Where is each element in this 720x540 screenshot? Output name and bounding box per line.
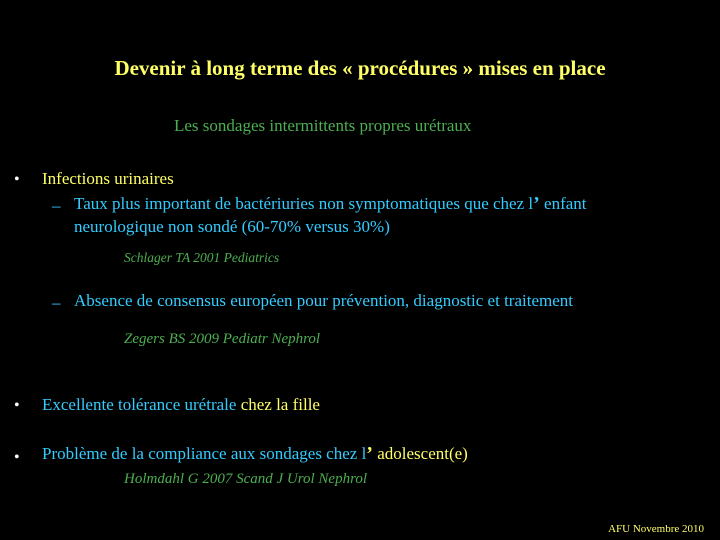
sub-bacteriuria-text-b: enfant <box>539 194 587 213</box>
bullet-icon: • <box>14 171 20 188</box>
slide-title: Devenir à long terme des « procédures » mises en place <box>114 56 606 80</box>
bullet-compliance-label <box>42 444 468 464</box>
apostrophe-glyph: ’ <box>366 443 373 465</box>
apostrophe-glyph: ’ <box>533 193 540 215</box>
reference-zegers: Zegers BS 2009 Pediatr Nephrol <box>124 331 321 347</box>
tolerance-text-a: Excellente tolérance urétrale <box>42 395 237 414</box>
dash-icon: – <box>52 196 61 215</box>
sub-bacteriuria-text-a: Taux plus important de bactériuries non symptomatiques que chez l <box>74 194 534 213</box>
tolerance-text-b: chez la fille <box>236 395 320 414</box>
dash-icon: – <box>52 293 61 312</box>
reference-schlager: Schlager TA 2001 Pediatrics <box>124 250 280 265</box>
bullet-tolerance-label <box>42 395 320 415</box>
reference-holmdahl: Holmdahl G 2007 Scand J Urol Nephrol <box>124 471 368 487</box>
compliance-text-a: Problème de la compliance aux sondages chez l <box>42 444 367 463</box>
bullet-infections-label: Infections urinaires <box>42 169 174 188</box>
slide-subtitle: Les sondages intermittents propres urétraux <box>174 116 472 135</box>
bullet-icon: • <box>14 449 20 466</box>
sub-bacteriuria-line2: neurologique non sondé (60-70% versus 30%) <box>74 217 390 236</box>
slide-footer: AFU Novembre 2010 <box>608 523 704 535</box>
bullet-icon: • <box>14 397 20 414</box>
sub-bacteriuria-line1 <box>74 194 587 214</box>
compliance-text-b: adolescent(e) <box>372 444 468 463</box>
sub-consensus: Absence de consensus européen pour prévention, diagnostic et traitement <box>74 291 573 310</box>
